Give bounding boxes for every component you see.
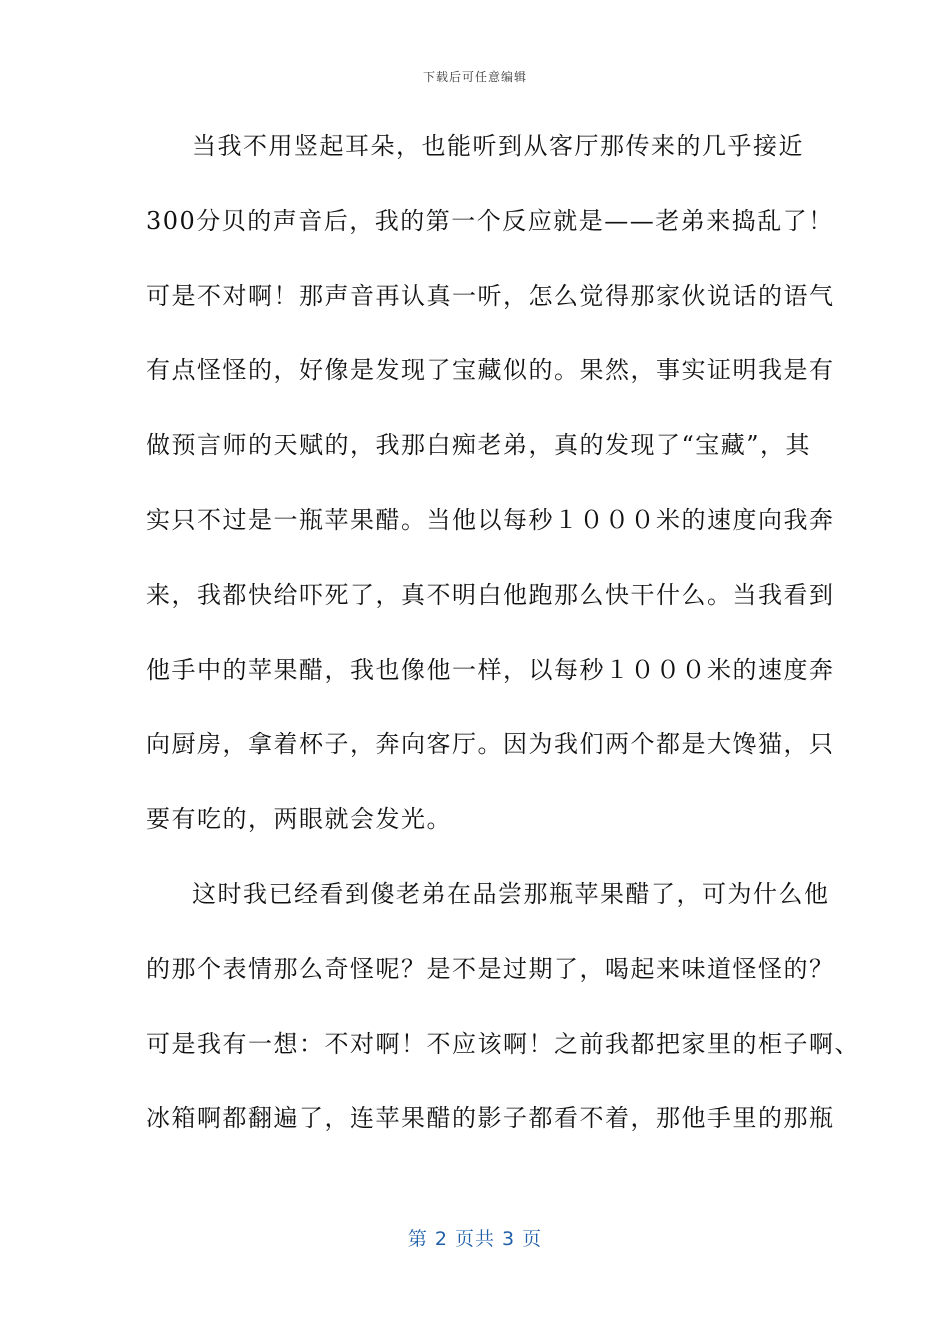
- text-line: 的那个表情那么奇怪呢？是不是过期了，喝起来味道怪怪的？: [146, 954, 835, 983]
- body-text: [146, 127, 860, 1174]
- text-line: 这时我已经看到傻老弟在品尝那瓶苹果醋了，可为什么他: [192, 879, 830, 908]
- text-line: 做预言师的天赋的，我那白痴老弟，真的发现了“宝藏”，其: [146, 431, 812, 460]
- text-line: 要有吃的，两眼就会发光。: [146, 805, 452, 834]
- text-line: 当我不用竖起耳朵，也能听到从客厅那传来的几乎接近: [192, 132, 804, 160]
- text-line: 300分贝的声音后，我的第一个反应就是——老弟来捣乱了！: [146, 206, 834, 235]
- text-line: 实只不过是一瓶苹果醋。当他以每秒１０００米的速度向我奔: [146, 505, 835, 534]
- text-line: 他手中的苹果醋，我也像他一样，以每秒１０００米的速度奔: [146, 655, 835, 684]
- text-line: 来，我都快给吓死了，真不明白他跑那么快干什么。当我看到: [146, 580, 835, 609]
- page-header: 下载后可任意编辑: [422, 70, 527, 84]
- text-line: 冰箱啊都翻遍了，连苹果醋的影子都看不着，那他手里的那瓶: [146, 1104, 835, 1133]
- text-line: 可是我有一想：不对啊！不应该啊！之前我都把家里的柜子啊、: [146, 1029, 860, 1058]
- text-line: 向厨房，拿着杯子，奔向客厅。因为我们两个都是大馋猫，只: [146, 730, 835, 759]
- page-number-footer: 第 2 页共 3 页: [407, 1228, 543, 1250]
- text-line: 有点怪怪的，好像是发现了宝藏似的。果然，事实证明我是有: [146, 356, 835, 385]
- text-line: 可是不对啊！那声音再认真一听，怎么觉得那家伙说话的语气: [146, 281, 835, 310]
